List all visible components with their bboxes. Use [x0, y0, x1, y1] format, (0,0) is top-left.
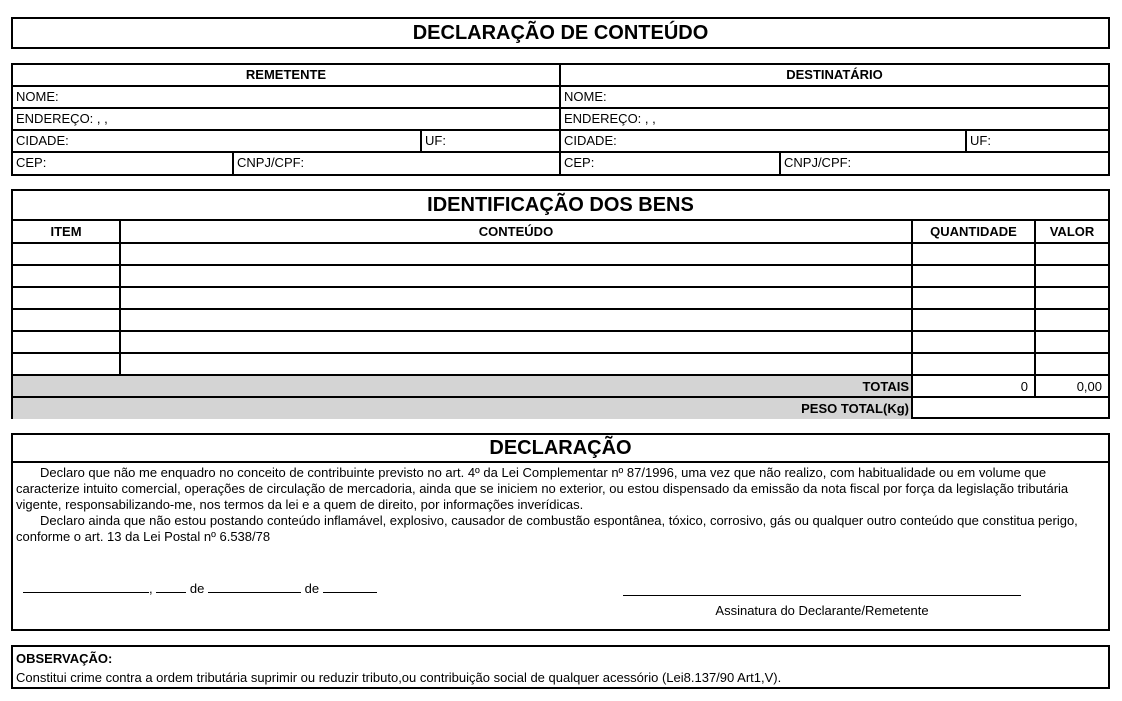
- column-header-quantidade: QUANTIDADE: [912, 221, 1035, 243]
- totais-row: [13, 375, 1108, 397]
- declaracao-paragraph-2: Declaro ainda que não estou postando conteúdo inflamável, explosivo, causador de combustão espontânea, tóxico, corrosivo, gás ou qualquer outro conteúdo que constitua perigo, conforme o art. 13 da Lei Postal nº 6.538/78: [16, 513, 1078, 544]
- declaracao-section: [11, 433, 1110, 631]
- quantidade-cell[interactable]: [912, 243, 1035, 265]
- item-cell[interactable]: [13, 265, 120, 287]
- totais-quantidade: 0: [912, 375, 1035, 397]
- peso-total-label: PESO TOTAL(Kg): [13, 397, 912, 419]
- observacao-title: OBSERVAÇÃO:: [16, 651, 113, 666]
- conteudo-cell[interactable]: [120, 353, 912, 375]
- bens-header-row: [13, 221, 1108, 243]
- date-de-2: de: [304, 581, 320, 596]
- conteudo-cell[interactable]: [120, 265, 912, 287]
- quantidade-cell[interactable]: [912, 265, 1035, 287]
- quantidade-cell[interactable]: [912, 331, 1035, 353]
- observacao-text: Constitui crime contra a ordem tributária suprimir ou reduzir tributo,ou contribuição social de qualquer acessório (Lei8.137/90 Art1,V).: [16, 670, 782, 685]
- remetente-nome-field[interactable]: NOME:: [16, 89, 59, 104]
- date-line: [23, 581, 377, 596]
- item-cell[interactable]: [13, 287, 120, 309]
- valor-cell[interactable]: [1035, 353, 1108, 375]
- declaracao-paragraph-1: Declaro que não me enquadro no conceito de contribuinte previsto no art. 4º da Lei Complementar nº 87/1996, uma vez que não realizo, com habitualidade ou em volume que caracterize intuito comercial, operações de circulação de mercadoria, ainda que se iniciem no exterior, ou estou dispensado da emissão da nota fiscal por força da legislação tributária vigente, responsabilizando-me, nos termos da lei e a quem de direito, por informações inverídicas.: [16, 465, 1069, 512]
- table-row: [13, 331, 1108, 353]
- quantidade-cell[interactable]: [912, 353, 1035, 375]
- item-cell[interactable]: [13, 353, 120, 375]
- declaracao-text: [13, 463, 1108, 545]
- year-blank[interactable]: [323, 581, 377, 593]
- item-cell[interactable]: [13, 309, 120, 331]
- destinatario-header: DESTINATÁRIO: [561, 65, 1108, 87]
- valor-cell[interactable]: [1035, 243, 1108, 265]
- destinatario-nome-field[interactable]: NOME:: [564, 89, 607, 104]
- remetente-uf-field[interactable]: UF:: [420, 131, 559, 151]
- signature-label: Assinatura do Declarante/Remetente: [715, 603, 929, 618]
- table-row: [13, 287, 1108, 309]
- peso-total-value[interactable]: [912, 397, 1108, 419]
- parties-section: [11, 63, 1110, 176]
- declaracao-title: DECLARAÇÃO: [13, 435, 1108, 463]
- item-cell[interactable]: [13, 331, 120, 353]
- table-row: [13, 353, 1108, 375]
- valor-cell[interactable]: [1035, 287, 1108, 309]
- peso-total-row: [13, 397, 1108, 419]
- valor-cell[interactable]: [1035, 265, 1108, 287]
- column-header-valor: VALOR: [1035, 221, 1108, 243]
- document-title: DECLARAÇÃO DE CONTEÚDO: [412, 21, 709, 44]
- conteudo-cell[interactable]: [120, 331, 912, 353]
- bens-section: [11, 189, 1110, 419]
- remetente-section: [13, 65, 561, 174]
- remetente-header: REMETENTE: [13, 65, 559, 87]
- totais-label: TOTAIS: [13, 375, 912, 397]
- table-row: [13, 309, 1108, 331]
- remetente-endereco-field[interactable]: ENDEREÇO: , ,: [16, 111, 108, 126]
- destinatario-cnpj-cpf-field[interactable]: CNPJ/CPF:: [779, 153, 1108, 174]
- quantidade-cell[interactable]: [912, 287, 1035, 309]
- destinatario-uf-field[interactable]: UF:: [965, 131, 1108, 151]
- column-header-item: ITEM: [13, 221, 120, 243]
- destinatario-endereco-field[interactable]: ENDEREÇO: , ,: [564, 111, 656, 126]
- remetente-cnpj-cpf-field[interactable]: CNPJ/CPF:: [232, 153, 559, 174]
- bens-title: IDENTIFICAÇÃO DOS BENS: [13, 191, 1108, 221]
- document-title-box: [11, 17, 1110, 49]
- column-header-conteudo: CONTEÚDO: [120, 221, 912, 243]
- observacao-section: [11, 645, 1110, 689]
- quantidade-cell[interactable]: [912, 309, 1035, 331]
- city-blank[interactable]: [23, 581, 149, 593]
- day-blank[interactable]: [156, 581, 186, 593]
- conteudo-cell[interactable]: [120, 287, 912, 309]
- conteudo-cell[interactable]: [120, 309, 912, 331]
- valor-cell[interactable]: [1035, 331, 1108, 353]
- date-de-1: de: [189, 581, 205, 596]
- table-row: [13, 243, 1108, 265]
- valor-cell[interactable]: [1035, 309, 1108, 331]
- destinatario-cep-field[interactable]: CEP:: [564, 155, 595, 170]
- conteudo-cell[interactable]: [120, 243, 912, 265]
- remetente-cep-field[interactable]: CEP:: [16, 155, 47, 170]
- bens-table: [13, 221, 1108, 419]
- destinatario-cidade-field[interactable]: CIDADE:: [564, 133, 617, 148]
- item-cell[interactable]: [13, 243, 120, 265]
- remetente-cidade-field[interactable]: CIDADE:: [16, 133, 69, 148]
- totais-valor: 0,00: [1035, 375, 1108, 397]
- date-comma: ,: [149, 581, 153, 596]
- table-row: [13, 265, 1108, 287]
- signature-line[interactable]: [623, 595, 1021, 596]
- month-blank[interactable]: [208, 581, 301, 593]
- destinatario-section: [561, 65, 1108, 174]
